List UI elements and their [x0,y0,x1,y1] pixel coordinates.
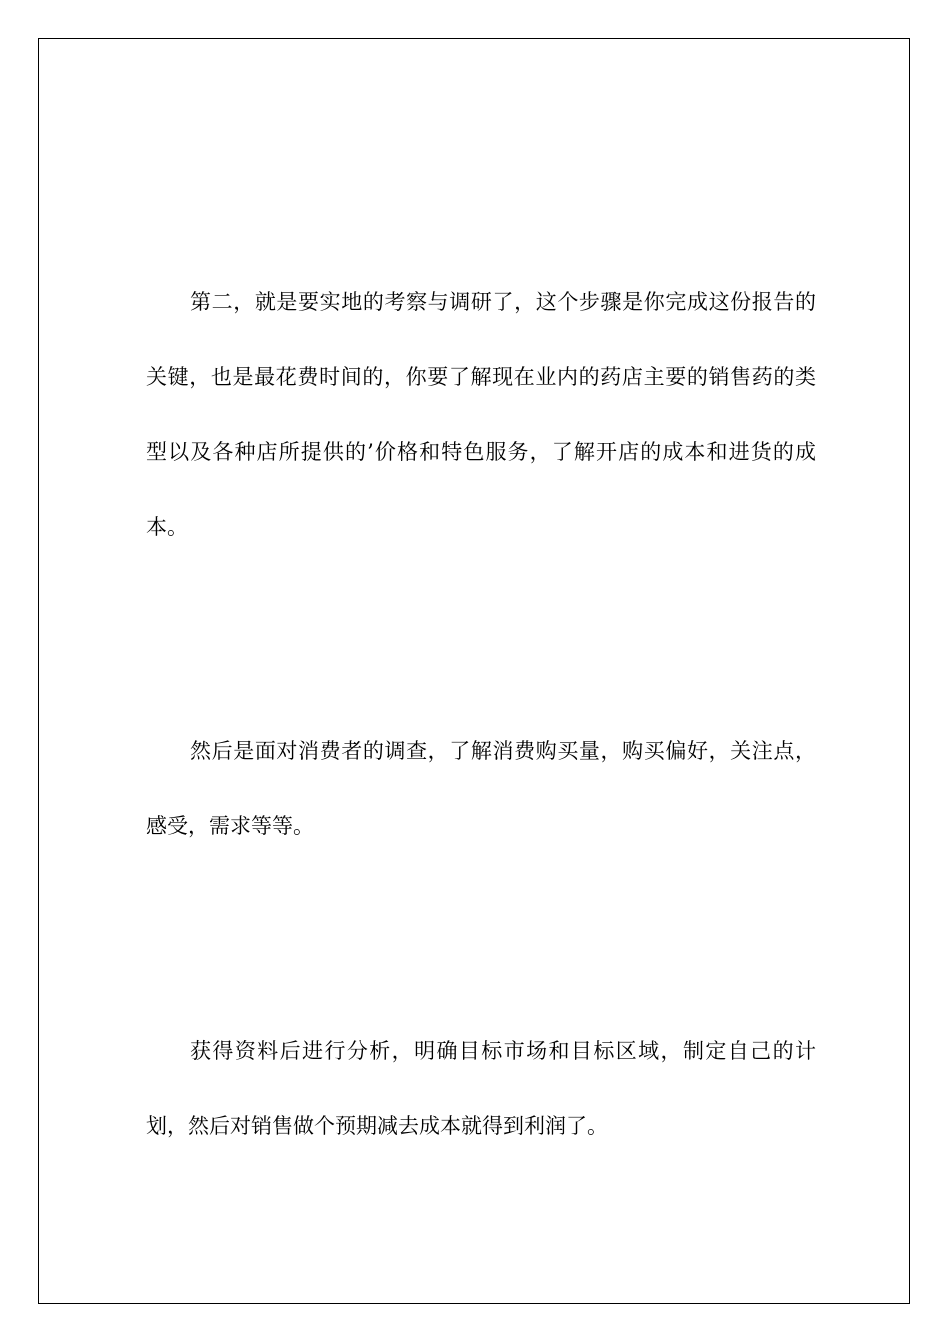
paragraph-field-research: 第二，就是要实地的考察与调研了，这个步骤是你完成这份报告的关键，也是最花费时间的，你要了解现在业内的药店主要的销售药的类型以及各种店所提供的’价格和特色服务，了解开店的成本和进货的成本。 [146,290,816,539]
paragraph-analysis-plan: 获得资料后进行分析，明确目标市场和目标区域，制定自己的计划，然后对销售做个预期减去成本就得到利润了。 [146,1039,816,1138]
page-frame [38,38,910,1304]
paragraph-consumer-survey: 然后是面对消费者的调查，了解消费购买量，购买偏好，关注点，感受，需求等等。 [146,739,816,838]
